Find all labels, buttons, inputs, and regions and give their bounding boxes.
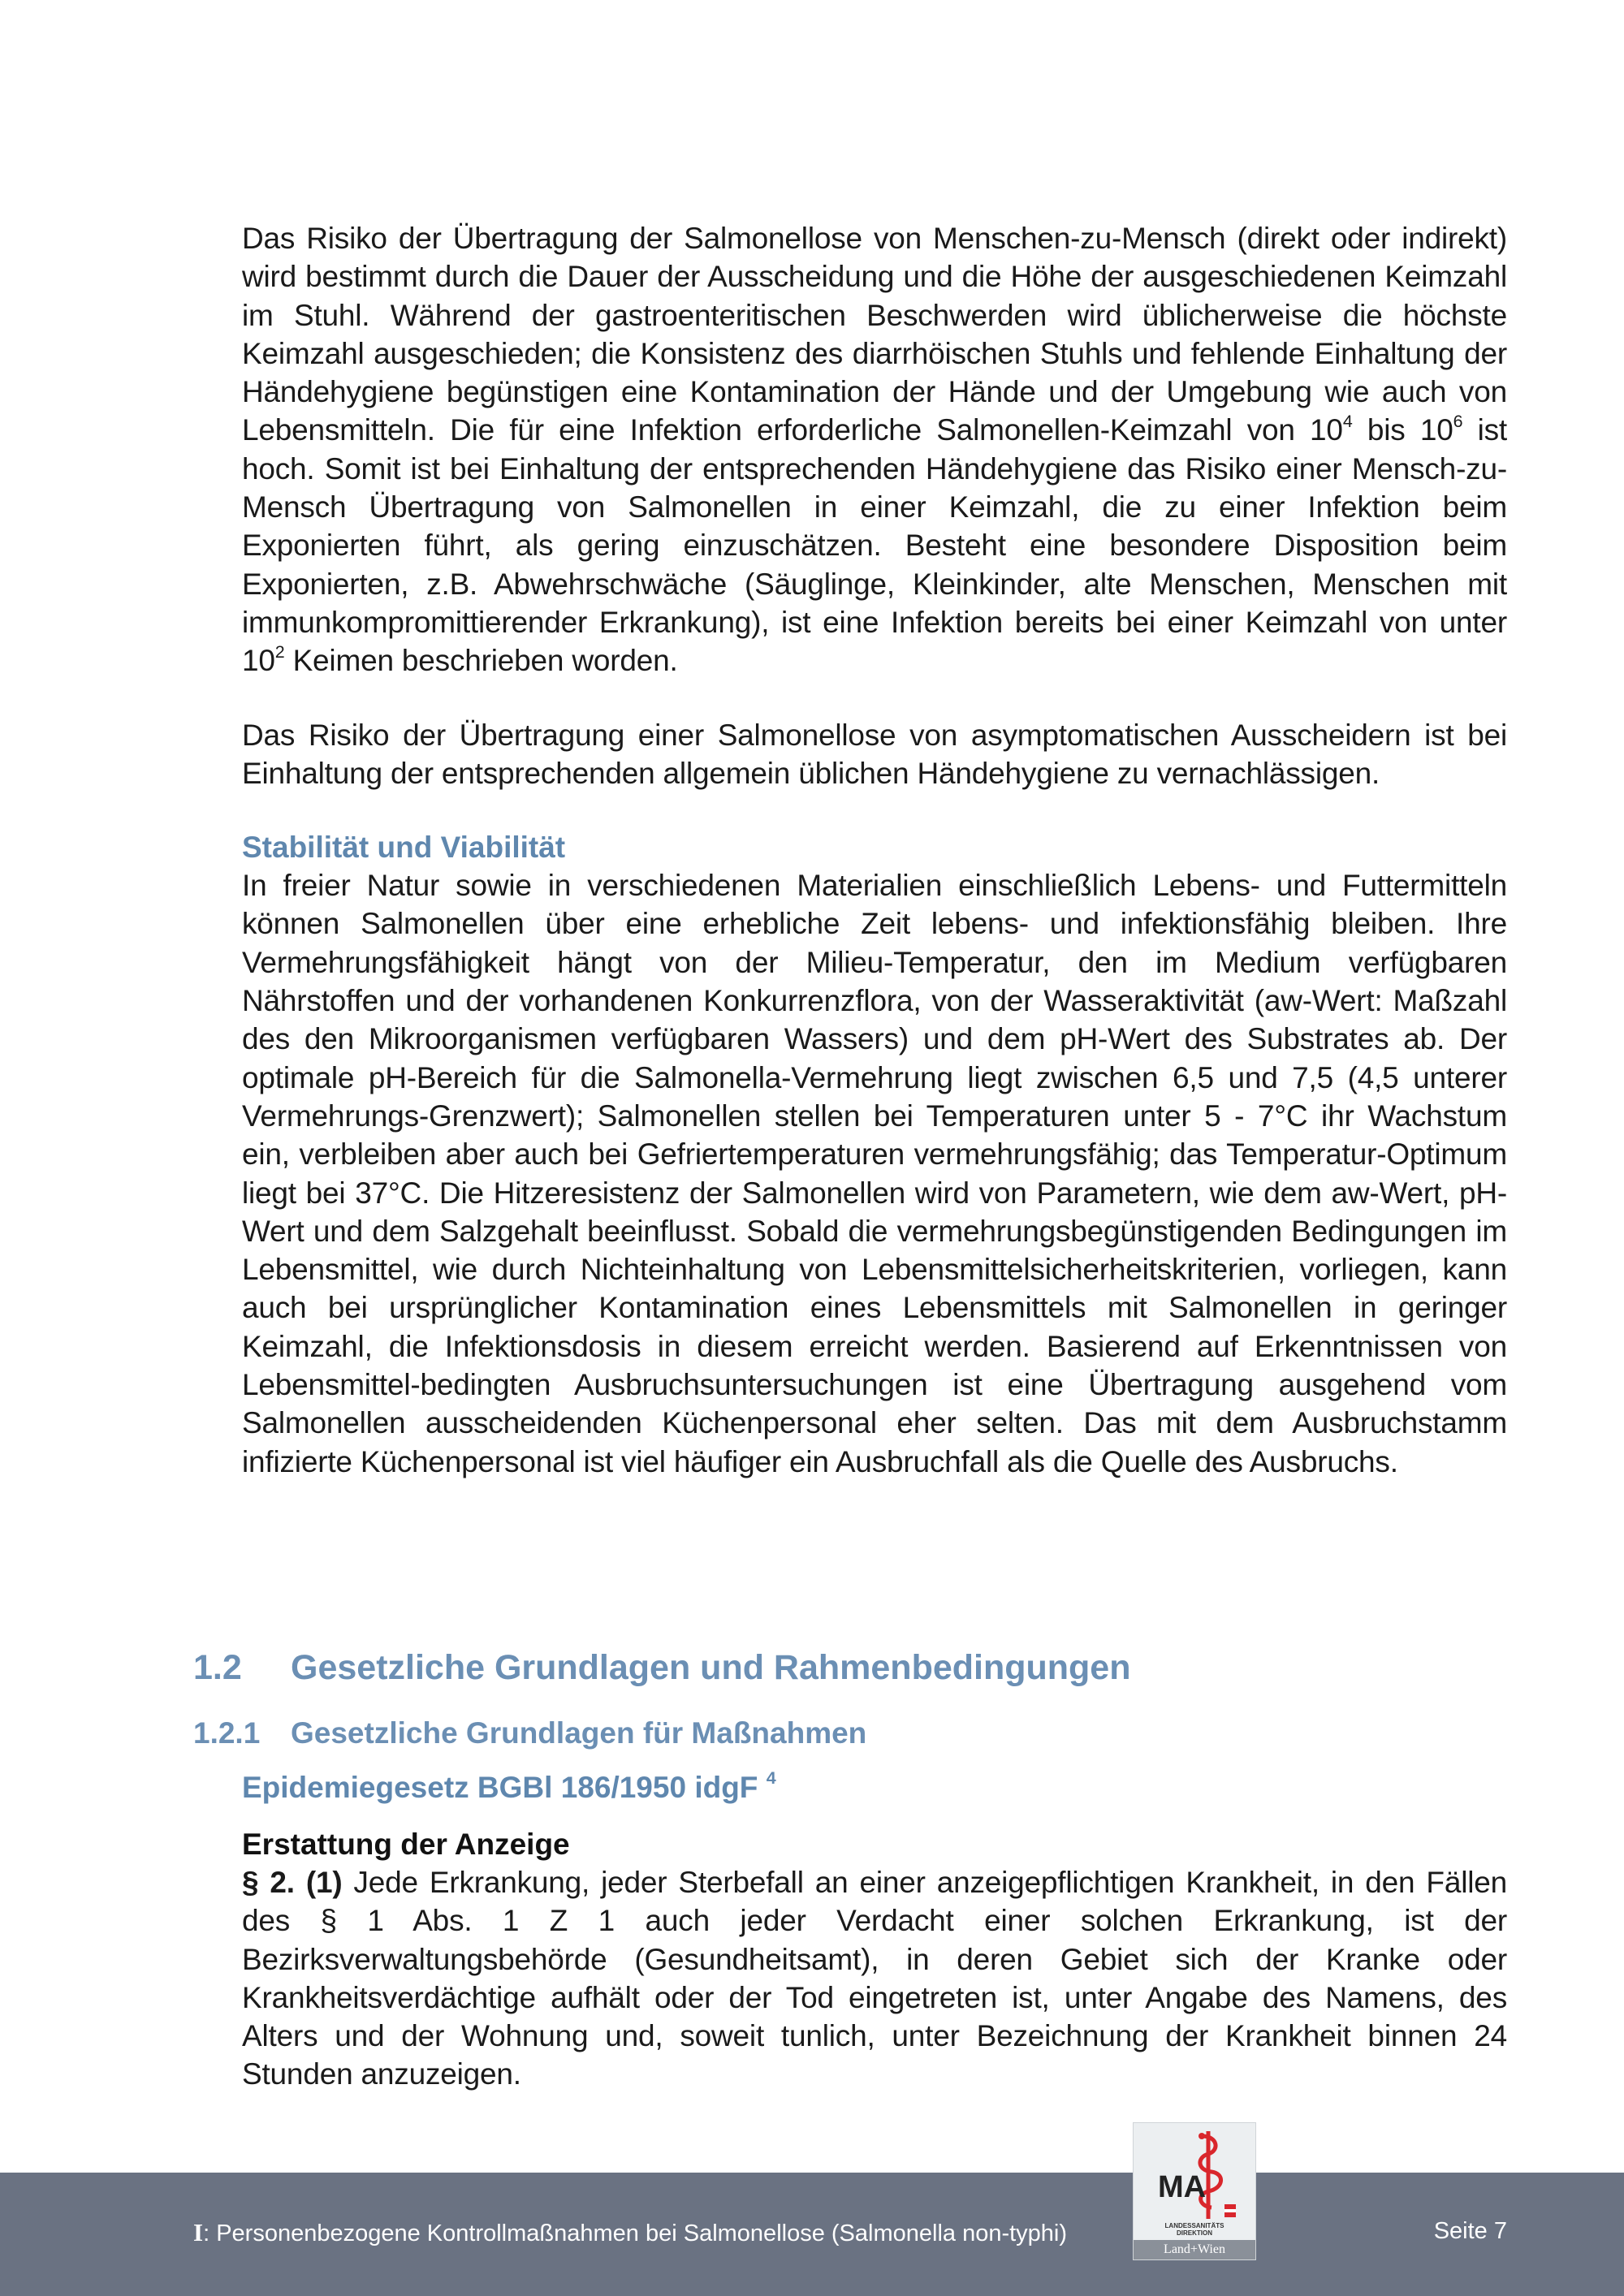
page-number: Seite 7	[1433, 2218, 1507, 2244]
logo-letters: MA	[1158, 2170, 1207, 2204]
landessanitaetsdirektion-logo	[1133, 2122, 1256, 2260]
paragraph-asymptomatic: Das Risiko der Übertragung einer Salmonellose von asymptomatischen Ausscheidern ist bei Einhaltung der entsprechenden allgemein üblichen Händehygiene zu vernachlässigen.	[242, 718, 1507, 790]
section-title: Gesetzliche Grundlagen für Maßnahmen	[291, 1716, 867, 1750]
superscript: 6	[1453, 411, 1463, 431]
paragraph-label: § 2. (1)	[242, 1866, 343, 1899]
logo-text: LANDESSANITÄTS DIREKTION	[1164, 2222, 1224, 2237]
section-heading-1-2	[193, 1648, 1574, 1688]
section-heading-1-2-1	[193, 1716, 1574, 1750]
section-number: 1.2	[193, 1648, 242, 1687]
law-section	[242, 1768, 1507, 2094]
section-title: Gesetzliche Grundlagen und Rahmenbedingungen	[291, 1648, 1131, 1687]
paragraph-transmission-risk: Das Risiko der Übertragung der Salmonellose von Menschen-zu-Mensch (direkt oder indirekt) wird bestimmt durch die Dauer der Ausscheidung und die Höhe der ausgeschiedenen Keimzahl im Stuhl. Während der gastroenteritischen Beschwerden wird üblicherweise die höchste Keimzahl ausgeschieden; die Konsistenz des diarrhöischen Stuhls und fehlende Einhaltung der Händehygiene begünstigen eine Kontamination der Hände und der Umgebung wie auch von Lebensmitteln. Die für eine Infektion erforderliche Salmonellen-Keimzahl von $10^4$ bis $10^6$ ist hoch. Somit ist bei Einhaltung der entsprechenden Händehygiene das Risiko einer Mensch-zu-Mensch Übertragung von Salmonellen in einer Keimzahl, die zu einer Infektion beim Exponierten führt, als gering einzuschätzen. Besteht eine besondere Disposition beim Exponierten, z.B. Abwehrschwäche (Säuglinge, Kleinkinder, alte Menschen, Menschen mit immunkompromittierender Erkrankung), ist eine Infektion bereits bei einer Keimzahl von unter $10^2$ Keimen beschrieben worden.	[242, 222, 1507, 678]
law-paragraph: § 2. (1) Jede Erkrankung, jeder Sterbefall an einer anzeigepflichtigen Krankheit, in den Fällen des § 1 Abs. 1 Z 1 auch jeder Verdacht einer solchen Erkrankung, ist der Bezirksverwaltungsbehörde (Gesundheitsamt), in deren Gebiet sich der Kranke oder Krankheitsverdächtige aufhält oder der Tod eingetreten ist, unter Angabe des Namens, des Alters und der Wohnung und, soweit tunlich, unter Bezeichnung der Krankheit binnen 24 Stunden anzuzeigen.	[242, 1866, 1507, 2091]
footnote-ref: 4	[766, 1768, 776, 1789]
paragraph-stability: In freier Natur sowie in verschiedenen Materialien einschließlich Lebens- und Futtermitteln können Salmonellen über eine erhebliche Zeit lebens- und infektionsfähig bleiben. Ihre Vermehrungsfähigkeit hängt von der Milieu-Temperatur, den im Medium verfügbaren Nährstoffen und der vorhandenen Konkurrenzflora, von der Wasseraktivität (aw-Wert: Maßzahl des den Mikroorganismen verfügbaren Wassers) und dem pH-Wert des Substrates ab. Der optimale pH-Bereich für die Salmonella-Vermehrung liegt zwischen 6,5 und 7,5 (4,5 unterer Vermehrungs-Grenzwert); Salmonellen stellen bei Temperaturen unter 5 - 7°C ihr Wachstum ein, verbleiben aber auch bei Gefriertemperaturen vermehrungsfähig; das Temperatur-Optimum liegt bei 37°C. Die Hitzeresistenz der Salmonellen wird von Parametern, wie dem aw-Wert, pH-Wert und dem Salzgehalt beeinflusst. Sobald die vermehrungsbegünstigenden Bedingungen im Lebensmittel, wie durch Nichteinhaltung von Lebensmittelsicherheitskriterien, vorliegen, kann auch bei ursprünglicher Kontamination eines Lebensmittels mit Salmonellen in geringer Keimzahl, die Infektionsdosis in diesem erreicht werden. Basierend auf Erkenntnissen von Lebensmittel-bedingten Ausbruchsuntersuchungen ist eine Übertragung ausgehend vom Salmonellen ausscheidenden Küchenpersonal eher selten. Das mit dem Ausbruchstamm infizierte Küchenpersonal ist viel häufiger ein Ausbruchfall als die Quelle des Ausbruchs.	[242, 869, 1507, 1478]
law-heading: Epidemiegesetz BGBl 186/1950 idgF $^4$	[242, 1768, 776, 1804]
footer-title: I: Personenbezogene Kontrollmaßnahmen bei Salmonellose (Salmonella non-typhi)	[193, 2218, 1068, 2246]
superscript: 4	[1342, 411, 1353, 431]
superscript: 2	[274, 641, 285, 662]
logo-band: Land+Wien	[1134, 2240, 1255, 2259]
main-text	[242, 219, 1507, 1481]
stability-heading: Stabilität und Viabilität	[242, 831, 566, 865]
section-number: 1.2.1	[193, 1716, 261, 1750]
page-footer	[0, 2173, 1624, 2296]
chapter-label: I	[193, 2218, 204, 2246]
law-subheading: Erstattung der Anzeige	[242, 1828, 570, 1861]
